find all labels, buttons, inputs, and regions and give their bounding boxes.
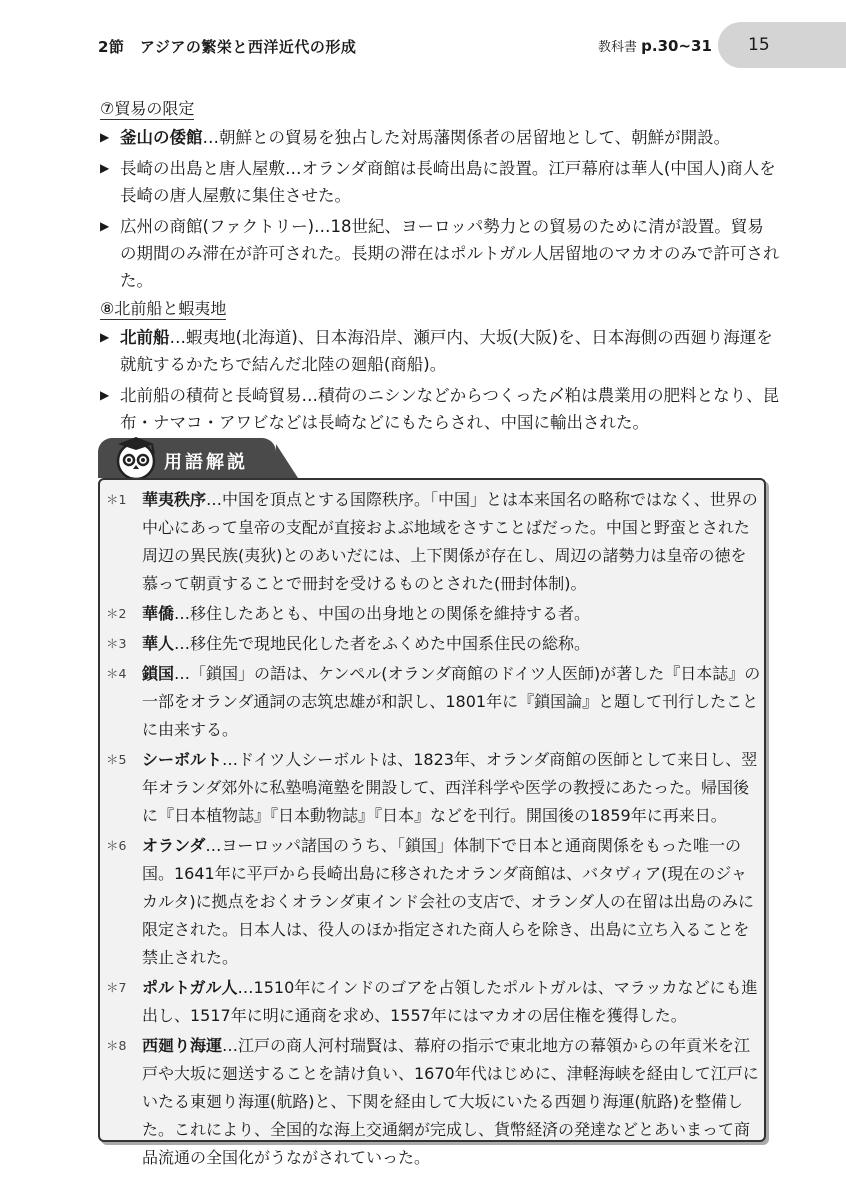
list-item: ▶ 北前船…蝦夷地(北海道)、日本海沿岸、瀬戸内、大坂(大阪)を、日本海側の西廻り海運を就航するかたちで結んだ北陸の廻船(商船)。: [100, 324, 780, 378]
list-item: ▶ 長崎の出島と唐人屋敷…オランダ商館は長崎出島に設置。江戸幕府は華人(中国人)商人を長崎の唐人屋敷に集住させた。: [100, 155, 780, 209]
owl-icon: [112, 434, 160, 480]
triangle-bullet-icon: ▶: [100, 130, 110, 144]
page-number: 15: [748, 35, 770, 55]
textbook-pages: p.30~31: [641, 37, 712, 55]
triangle-bullet-icon: ▶: [100, 388, 110, 402]
glossary-entry: ＊8 西廻り海運…江戸の商人河村瑞賢は、幕府の指示で東北地方の幕領からの年貢米を江戸や大坂に廻送することを請け負い、1670年代はじめに、津軽海峡を経由して江戸にいたる東廻り海運(航路)と、下関を経由して大坂にいたる西廻り海運(航路)を整備した。これにより、全国的な海上交通網が完成し、貨幣経済の発達などとあいまって商品流通の全国化がうながされていった。: [106, 1036, 759, 1167]
section-title: 2節 アジアの繁栄と西洋近代の形成: [98, 38, 357, 56]
glossary-entry: ＊1 華夷秩序…中国を頂点とする国際秩序。「中国」とは本来国名の略称ではなく、世界の中心にあって皇帝の支配が直接およぶ地域をさすことばだった。中国と野蛮とされた周辺の異民族(夷狄)とのあいだには、上下関係が存在し、周辺の諸勢力は皇帝の徳を慕って朝貢することで冊封を受けるものとされた(冊封体制)。: [106, 490, 758, 593]
glossary-entry: ＊4 鎖国…「鎖国」の語は、ケンペル(オランダ商館のドイツ人医師)が著した『日本誌』の一部をオランダ通詞の志筑忠雄が和訳し、1801年に『鎖国論』と題して刊行したことに由来する。: [106, 664, 761, 739]
triangle-bullet-icon: ▶: [100, 219, 110, 233]
glossary-entry: ＊7 ポルトガル人…1510年にインドのゴアを占領したポルトガルは、マラッカなどにも進出し、1517年に明に通商を求め、1557年にはマカオの居住権を獲得した。: [106, 978, 758, 1025]
glossary-entry: ＊6 オランダ…ヨーロッパ諸国のうち、「鎖国」体制下で日本と通商関係をもった唯一の国。1641年に平戸から長崎出島に移されたオランダ商館は、バタヴィア(現在のジャカルタ)に拠点をおくオランダ東インド会社の支店で、オランダ人の在留は出島のみに限定された。日本人は、役人のほか指定された商人らを除き、出島に立ち入ることを禁止された。: [106, 836, 755, 967]
triangle-bullet-icon: ▶: [100, 161, 110, 175]
section-heading-kitamaebune: ⑧北前船と蝦夷地: [100, 299, 227, 318]
page-header: [0, 0, 846, 80]
section-heading-trade: ⑦貿易の限定: [100, 99, 195, 118]
glossary-entry: ＊5 シーボルト…ドイツ人シーボルトは、1823年、オランダ商館の医師として来日し、翌年オランダ郊外に私塾鳴滝塾を開設して、西洋科学や医学の教授にあたった。帰国後に『日本植物誌』『日本動物誌』『日本』などを刊行。開国後の1859年に再来日。: [106, 750, 758, 825]
list-item: ▶ 広州の商館(ファクトリー)…18世紀、ヨーロッパ勢力との貿易のために清が設置。貿易の期間のみ滞在が許可された。長期の滞在はポルトガル人居留地のマカオのみで許可された。: [100, 213, 780, 294]
triangle-bullet-icon: ▶: [100, 330, 110, 344]
glossary-entry: ＊3 華人…移住先で現地民化した者をふくめた中国系住民の総称。: [106, 634, 591, 653]
list-item: ▶ 北前船の積荷と長崎貿易…積荷のニシンなどからつくった〆粕は農業用の肥料となり、昆布・ナマコ・アワビなどは長崎などにもたらされ、中国に輸出された。: [100, 382, 780, 436]
textbook-prefix: 教科書: [598, 40, 642, 55]
page-number-tab: [718, 22, 846, 68]
list-item: ▶ 釜山の倭館…朝鮮との貿易を独占した対馬藩関係者の居留地として、朝鮮が開設。: [100, 124, 780, 151]
textbook-reference: [598, 36, 712, 55]
glossary-entries: [104, 486, 762, 1174]
glossary-title: 用語解説: [164, 452, 248, 473]
main-content: [100, 96, 780, 436]
glossary-entry: ＊2 華僑…移住したあとも、中国の出身地との関係を維持する者。: [106, 604, 591, 623]
